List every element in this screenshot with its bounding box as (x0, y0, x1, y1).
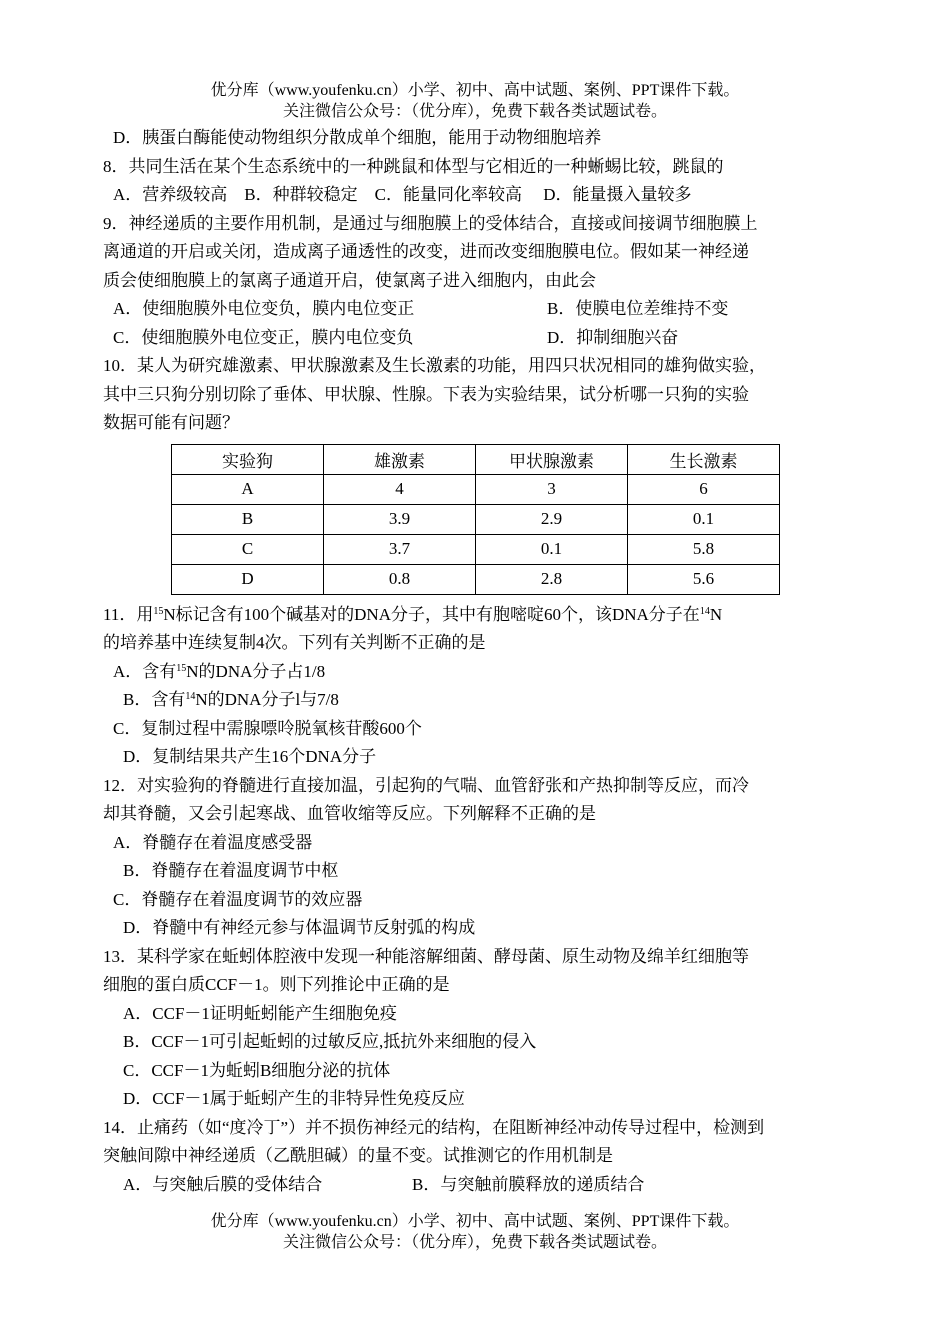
table-row (172, 504, 780, 534)
table-cell: 2.9 (476, 504, 628, 534)
header-line-1: 优分库（www.youfenku.cn）小学、初中、高中试题、案例、PPT课件下载。 (210, 82, 740, 99)
table-cell: B (172, 504, 324, 534)
table-cell: 0.1 (476, 534, 628, 564)
table-header-cell: 甲状腺激素 (476, 444, 628, 474)
table-header-cell: 雄激素 (324, 444, 476, 474)
q13-stem-1: 13．某科学家在蚯蚓体腔液中发现一种能溶解细菌、酵母菌、原生动物及绵羊红细胞等 (103, 946, 749, 966)
q11-option-a-text: N的DNA分子占1/8 (186, 661, 326, 681)
q13-option-a: A．CCF－1证明蚯蚓能产生细胞免疫 (123, 1003, 397, 1023)
table-cell: 3 (476, 474, 628, 504)
q13-option-d: D．CCF－1属于蚯蚓产生的非特异性免疫反应 (123, 1089, 465, 1108)
q11-option-b-text: B．含有 (123, 690, 186, 709)
q13-option-b: B．CCF－1可引起蚯蚓的过敏反应,抵抗外来细胞的侵入 (123, 1032, 537, 1051)
q11-option-a (103, 658, 858, 687)
table-row (172, 564, 780, 594)
page-header (0, 80, 950, 122)
table-header-cell: 实验狗 (172, 444, 324, 474)
q13-option-c: C．CCF－1为蚯蚓B细胞分泌的抗体 (123, 1060, 391, 1080)
q10-stem-1: 10．某人为研究雄激素、甲状腺激素及生长激素的功能，用四只状况相同的雄狗做实验， (103, 356, 766, 375)
q9-stem-3: 质会使细胞膜上的氯离子通道开启，使氯离子进入细胞内，由此会 (103, 270, 596, 290)
q12-option-d: D．脊髓中有神经元参与体温调节反射弧的构成 (123, 918, 476, 937)
q12-stem-2: 却其脊髓，又会引起寒战、血管收缩等反应。下列解释不正确的是 (103, 804, 596, 823)
q12-stem-1: 12．对实验狗的脊髓进行直接加温，引起狗的气喘、血管舒张和产热抑制等反应，而冷 (103, 775, 749, 795)
table-cell: 0.1 (628, 504, 780, 534)
table-row (172, 534, 780, 564)
q9-option-b: B．使膜电位差维持不变 (547, 299, 729, 318)
q8-stem: 8．共同生活在某个生态系统中的一种跳鼠和体型与它相近的一种蜥蜴比较，跳鼠的 (103, 156, 724, 176)
q9-option-c: C．使细胞膜外电位变正，膜内电位变负 (113, 327, 414, 347)
table-header-cell: 生长激素 (628, 444, 780, 474)
q14-option-a: A．与突触后膜的受体结合 (123, 1174, 323, 1194)
table-cell: 5.8 (628, 534, 780, 564)
q10-stem-3: 数据可能有问题？ (103, 413, 239, 432)
table-cell: 3.9 (324, 504, 476, 534)
q9-stem-1: 9．神经递质的主要作用机制，是通过与细胞膜上的受体结合，直接或间接调节细胞膜上 (103, 213, 758, 233)
table-cell: D (172, 564, 324, 594)
q9-options-row-1 (103, 295, 858, 324)
table-cell: 5.6 (628, 564, 780, 594)
q11-option-b-text: N的DNA分子l与7/8 (195, 690, 339, 709)
footer-line-2: 关注微信公众号：（优分库），免费下载各类试题试卷。 (282, 1234, 667, 1251)
q9-option-d: D．抑制细胞兴奋 (547, 327, 679, 347)
q12-option-c: C．脊髓存在着温度调节的效应器 (113, 889, 363, 909)
q11-option-c: C．复制过程中需腺嘌呤脱氧核苷酸600个 (113, 718, 422, 738)
table-header-row (172, 444, 780, 474)
q10-result-table (171, 444, 780, 595)
header-line-2: 关注微信公众号：（优分库），免费下载各类试题试卷。 (282, 103, 667, 120)
table-cell: A (172, 474, 324, 504)
q12-option-a: A．脊髓存在着温度感受器 (113, 832, 313, 852)
table-row (172, 474, 780, 504)
q14-stem-1: 14．止痛药（如“度冷丁”）并不损伤神经元的结构，在阻断神经冲动传导过程中，检测到 (103, 1117, 765, 1137)
q11-stem-2: 的培养基中连续复制4次。下列有关判断不正确的是 (103, 633, 486, 652)
q11-text: N标记含有100个碱基对的DNA分子，其中有胞嘧啶60个，该DNA分子在 (163, 604, 700, 624)
q10-stem-2: 其中三只狗分别切除了垂体、甲状腺、性腺。下表为实验结果，试分析哪一只狗的实验 (103, 384, 749, 404)
table-cell: C (172, 534, 324, 564)
table-cell: 4 (324, 474, 476, 504)
q11-superscript: 14 (699, 605, 710, 617)
q11-option-a-text: A．含有 (113, 661, 177, 681)
q11-option-d: D．复制结果共产生16个DNA分子 (123, 747, 377, 766)
table-cell: 6 (628, 474, 780, 504)
q11-text: 11．用 (103, 604, 154, 624)
q13-stem-2: 细胞的蛋白质CCF－1。则下列推论中正确的是 (103, 975, 450, 994)
q7-option-d: D．胰蛋白酶能使动物组织分散成单个细胞，能用于动物细胞培养 (113, 128, 602, 147)
q9-stem-2: 离通道的开启或关闭，造成离子通透性的改变，进而改变细胞膜电位。假如某一神经递 (103, 242, 749, 261)
q11-option-a-superscript: 15 (176, 662, 187, 674)
q9-options-row-2 (103, 324, 858, 353)
page-footer (0, 1211, 950, 1253)
table-cell: 0.8 (324, 564, 476, 594)
q11-option-b-superscript: 14 (185, 691, 196, 702)
q11-superscript: 15 (153, 605, 164, 617)
q11-option-b (103, 686, 858, 715)
q9-option-a: A．使细胞膜外电位变负，膜内电位变正 (113, 299, 415, 318)
q14-stem-2: 突触间隙中神经递质（乙酰胆碱）的量不变。试推测它的作用机制是 (103, 1146, 613, 1165)
table-cell: 3.7 (324, 534, 476, 564)
q12-option-b: B．脊髓存在着温度调节中枢 (123, 861, 339, 880)
q11-stem-1 (103, 601, 858, 630)
q14-options-row-1 (103, 1171, 858, 1200)
q8-options: A．营养级较高 B．种群较稳定 C．能量同化率较高 D．能量摄入量较多 (113, 185, 692, 204)
exam-content (103, 124, 858, 1199)
footer-line-1: 优分库（www.youfenku.cn）小学、初中、高中试题、案例、PPT课件下载。 (210, 1213, 740, 1230)
q11-text: N (709, 604, 723, 624)
q14-option-b: B．与突触前膜释放的递质结合 (412, 1174, 645, 1194)
table-cell: 2.8 (476, 564, 628, 594)
